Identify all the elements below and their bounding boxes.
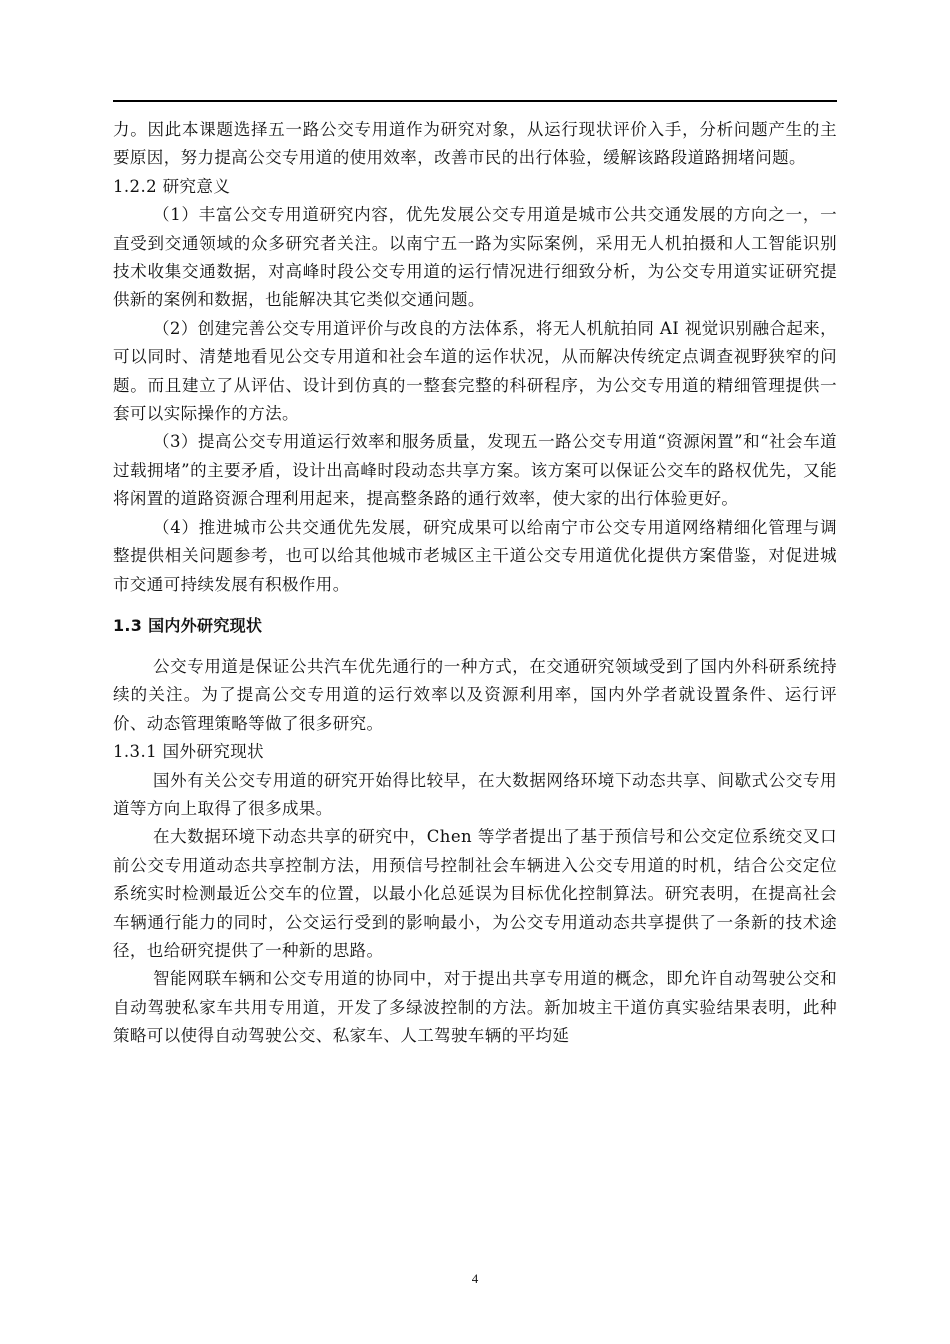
header-rule <box>113 100 837 102</box>
page-body <box>113 116 837 1051</box>
foreign-research-paragraph-2: 在大数据环境下动态共享的研究中，Chen 等学者提出了基于预信号和公交定位系统交叉口前公交专用道动态共享控制方法，用预信号控制社会车辆进入公交专用道的时机，结合公交定位系统实时检测最近公交车的位置，以最小化总延误为目标优化控制算法。研究表明，在提高社会车辆通行能力的同时，公交运行受到的影响最小，为公交专用道动态共享提供了一条新的技术途径，也给研究提供了一种新的思路。 <box>113 827 837 960</box>
significance-item-1: （1）丰富公交专用道研究内容，优先发展公交专用道是城市公共交通发展的方向之一，一直受到交通领域的众多研究者关注。以南宁五一路为实际案例，采用无人机拍摄和人工智能识别技术收集交通数据，对高峰时段公交专用道的运行情况进行细致分析，为公交专用道实证研究提供新的案例和数据，也能解决其它类似交通问题。 <box>113 205 837 310</box>
foreign-research-paragraph-3: 智能网联车辆和公交专用道的协同中，对于提出共享专用道的概念，即允许自动驾驶公交和自动驾驶私家车共用专用道，开发了多绿波控制的方法。新加坡主干道仿真实验结果表明，此种策略可以使得自动驾驶公交、私家车、人工驾驶车辆的平均延 <box>113 969 837 1046</box>
significance-item-3: （3）提高公交专用道运行效率和服务质量，发现五一路公交专用道“资源闲置”和“社会车道过载拥堵”的主要矛盾，设计出高峰时段动态共享方案。该方案可以保证公交车的路权优先，又能将闲置的道路资源合理利用起来，提高整条路的通行效率，使大家的出行体验更好。 <box>113 432 837 509</box>
subsection-heading-1-2-2: 1.2.2 研究意义 <box>113 176 231 196</box>
subsection-heading-1-3-1: 1.3.1 国外研究现状 <box>113 742 265 762</box>
page-number: 4 <box>471 1271 479 1286</box>
section-heading-1-3: 1.3 国内外研究现状 <box>113 615 263 635</box>
significance-item-2: （2）创建完善公交专用道评价与改良的方法体系，将无人机航拍同 AI 视觉识别融合起来，可以同时、清楚地看见公交专用道和社会车道的运作状况，从而解决传统定点调查视野狭窄的问题。而且建立了从评估、设计到仿真的一整套完整的科研程序，为公交专用道的精细管理提供一套可以实际操作的方法。 <box>113 318 837 424</box>
significance-item-4: （4）推进城市公共交通优先发展，研究成果可以给南宁市公交专用道网络精细化管理与调整提供相关问题参考，也可以给其他城市老城区主干道公交专用道优化提供方案借鉴，对促进城市交通可持续发展有积极作用。 <box>113 517 837 594</box>
paragraph-continued: 力。因此本课题选择五一路公交专用道作为研究对象，从运行现状评价入手，分析问题产生的主要原因，努力提高公交专用道的使用效率，改善市民的出行体验，缓解该路段道路拥堵问题。 <box>113 120 837 168</box>
section-intro-paragraph: 公交专用道是保证公共汽车优先通行的一种方式，在交通研究领域受到了国内外科研系统持续的关注。为了提高公交专用道的运行效率以及资源利用率，国内外学者就设置条件、运行评价、动态管理策略等做了很多研究。 <box>113 656 837 733</box>
foreign-research-paragraph-1: 国外有关公交专用道的研究开始得比较早，在大数据网络环境下动态共享、间歇式公交专用道等方向上取得了很多成果。 <box>113 770 837 818</box>
